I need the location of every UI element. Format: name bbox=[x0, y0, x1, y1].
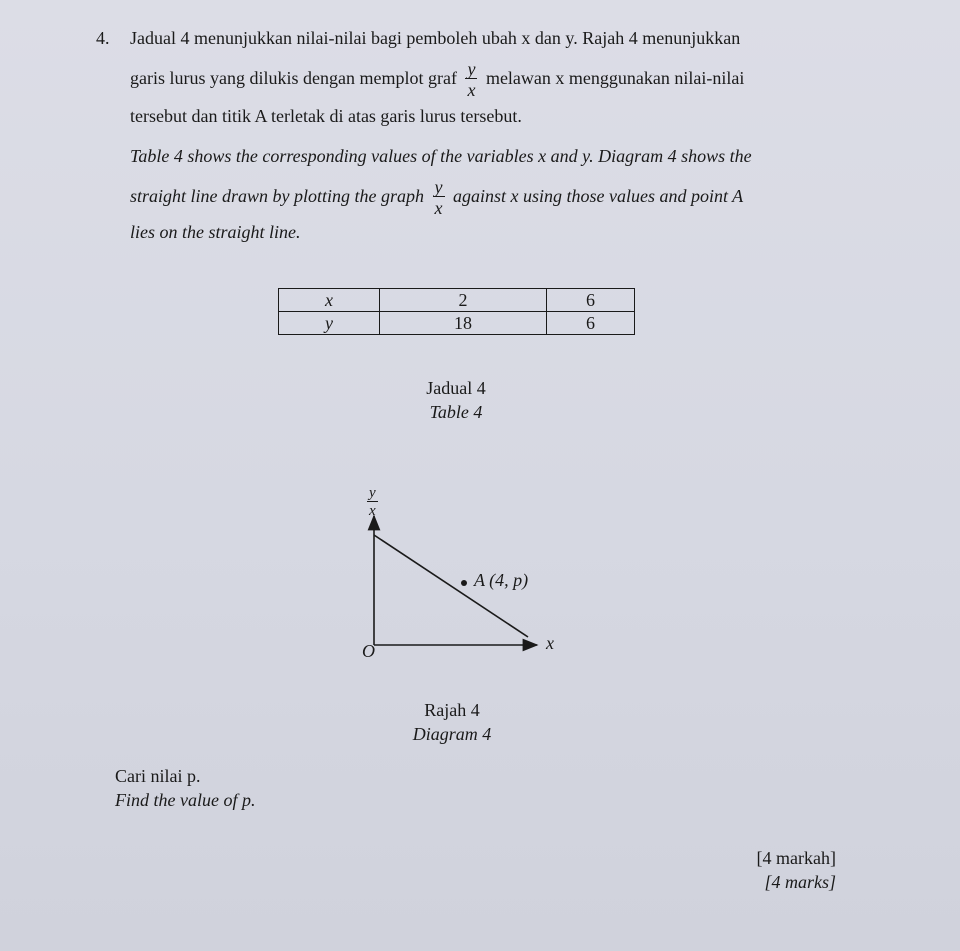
y-axis-label-num: y bbox=[369, 485, 376, 501]
question-en-line3: lies on the straight line. bbox=[130, 222, 301, 242]
fraction-numerator: y bbox=[467, 59, 476, 80]
fraction-denominator-en: x bbox=[434, 198, 443, 219]
question-en-line2-before: straight line drawn by plotting the graph bbox=[130, 186, 425, 206]
question-ms-line1: Jadual 4 menunjukkan nilai-nilai bagi pemboleh ubah x dan y. Rajah 4 menunjukkan bbox=[130, 28, 741, 48]
task-ms: Cari nilai p. bbox=[115, 766, 201, 786]
table-caption-ms: Jadual 4 bbox=[426, 378, 486, 398]
task-en: Find the value of p. bbox=[115, 790, 256, 810]
y-axis-label-den: x bbox=[369, 503, 376, 519]
table-cell: 6 bbox=[547, 289, 635, 312]
question-ms-line3: tersebut dan titik A terletak di atas garis lurus tersebut. bbox=[130, 106, 522, 126]
fraction-denominator: x bbox=[467, 80, 476, 101]
question-ms-line2-before: garis lurus yang dilukis dengan memplot graf bbox=[130, 68, 457, 88]
marks-ms: [4 markah] bbox=[756, 848, 836, 868]
table-cell-label: y bbox=[279, 312, 380, 335]
y-axis-label bbox=[367, 486, 378, 519]
x-axis-label: x bbox=[546, 633, 554, 653]
table-cell: 6 bbox=[547, 312, 635, 335]
point-a bbox=[461, 580, 467, 586]
question-number: 4. bbox=[96, 28, 110, 48]
table-caption-en: Table 4 bbox=[429, 402, 483, 422]
diagram-caption-en: Diagram 4 bbox=[412, 724, 492, 744]
marks-en: [4 marks] bbox=[764, 872, 836, 892]
question-en-line2-after: against x using those values and point A bbox=[453, 186, 744, 206]
diagram-caption-ms: Rajah 4 bbox=[424, 700, 480, 720]
question-ms-line2-after: melawan x menggunakan nilai-nilai bbox=[485, 68, 745, 88]
question-en-line1: Table 4 shows the corresponding values of the variables x and y. Diagram 4 shows the bbox=[130, 146, 752, 166]
point-a-label: A (4, p) bbox=[474, 570, 529, 590]
origin-label: O bbox=[362, 641, 375, 661]
table-cell: 2 bbox=[380, 289, 547, 312]
fraction-numerator-en: y bbox=[434, 177, 443, 198]
table-cell: 18 bbox=[380, 312, 547, 335]
table-cell-label: x bbox=[279, 289, 380, 312]
